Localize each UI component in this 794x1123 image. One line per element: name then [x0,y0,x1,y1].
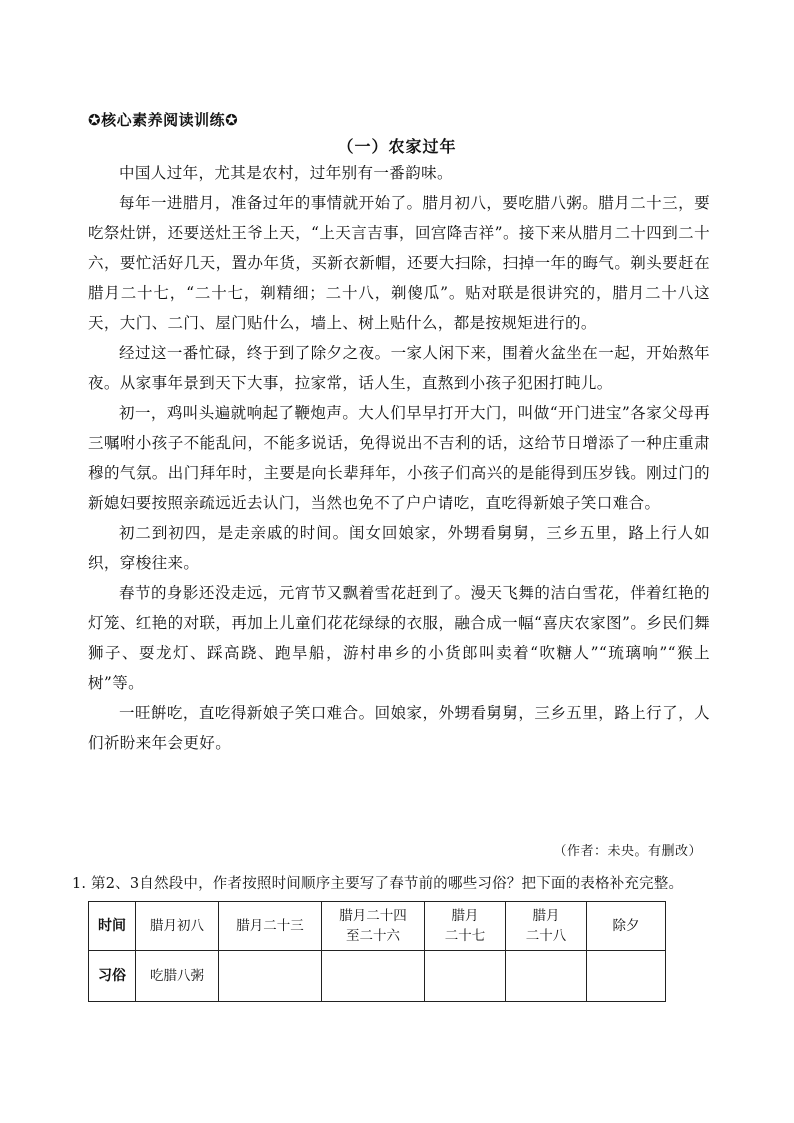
paragraph: 中国人过年，尤其是农村，过年别有一番韵味。 [119,164,453,182]
paragraph: 每年一进腊月，准备过年的事情就开始了。腊月初八，要吃腊八粥。腊月二十三，要吃祭灶饼，还要送灶王爷上天，“上天言吉事，回宫降吉祥”。接下来从腊月二十四到二十六，要忙活好几天，置办年货，买新衣新帽，还要大扫除，扫掉一年的晦气。剃头要赶在腊月二十七，“二十七，剃精细；二十八，剃傻瓜”。贴对联是很讲究的，腊月二十八这天，大门、二门、屋门贴什么，墙上、树上贴什么，都是按规矩进行的。 [88,194,710,332]
byline: （作者：未央。有删改） [553,844,702,859]
cell-text: 腊月 [451,908,479,924]
cell-text: 腊月二十四 [339,908,407,924]
table-cell [425,902,506,951]
table-cell [322,902,425,951]
table-row-time [89,902,666,951]
table-cell [89,902,136,951]
paragraph: 春节的身影还没走远，元宵节又飘着雪花赶到了。漫天飞舞的洁白雪花，伴着红艳的灯笼、红艳的对联，再加上儿童们花花绿绿的衣服，融合成一幅“喜庆农家图”。乡民们舞狮子、耍龙灯、踩高跷、跑旱船，游村串乡的小货郎叫卖着“吹糖人”“琉璃响”“猴上树”等。 [88,584,710,692]
cell-text: 腊月二十三 [236,918,304,934]
question-1: 1. 第2、3自然段中，作者按照时间顺序主要写了春节前的哪些习俗？把下面的表格补充完整。 [72,876,684,892]
table-cell [89,951,136,1002]
cell-text: 习俗 [98,968,126,984]
paragraph: 一旺餠吃，直吃得新娘子笑口难合。回娘家，外甥看舅舅，三乡五里，路上行了，人们祈盼来年会更好。 [88,704,710,752]
cell-text: 二十八 [525,928,567,944]
table-cell [136,902,219,951]
table-cell [587,902,666,951]
paragraph: 初二到初四，是走亲戚的时间。闺女回娘家，外甥看舅舅，三乡五里，路上行人如织，穿梭往来。 [88,524,710,572]
answer-blank[interactable] [587,951,666,1002]
answer-blank[interactable] [322,951,425,1002]
cell-text: 吃腊八粥 [150,968,204,984]
answer-blank[interactable] [219,951,322,1002]
answer-blank[interactable] [506,951,587,1002]
table-row-custom [89,951,666,1002]
cell-text: 腊月初八 [150,918,204,934]
answer-table [88,901,666,1002]
table-cell [219,902,322,951]
answer-blank[interactable] [425,951,506,1002]
table-cell [506,902,587,951]
cell-text: 腊月 [532,908,560,924]
section-heading: ✪核心素养阅读训练✪ [88,111,239,129]
table-cell [136,951,219,1002]
paragraph: 初一，鸡叫头遍就响起了鞭炮声。大人们早早打开大门，叫做“开门进宝”各家父母再三嘱咐小孩子不能乱问，不能多说话，免得说出不吉利的话，这给节日增添了一种庄重肃穆的气氛。出门拜年时，主要是向长辈拜年，小孩子们高兴的是能得到压岁钱。刚过门的新媳妇要按照亲疏远近去认门，当然也免不了户户请吃，直吃得新娘子笑口难合。 [88,404,710,512]
cell-text: 时间 [98,918,126,934]
cell-text: 除夕 [612,918,640,934]
paragraph: 经过这一番忙碌，终于到了除夕之夜。一家人闲下来，围着火盆坐在一起，开始熬年夜。从家事年景到天下大事，拉家常，话人生，直熬到小孩子犯困打盹儿。 [88,344,710,392]
cell-text: 至二十六 [346,928,400,944]
cell-text: 二十七 [444,928,486,944]
story-title: （一）农家过年 [337,137,457,156]
story-body [88,158,710,758]
